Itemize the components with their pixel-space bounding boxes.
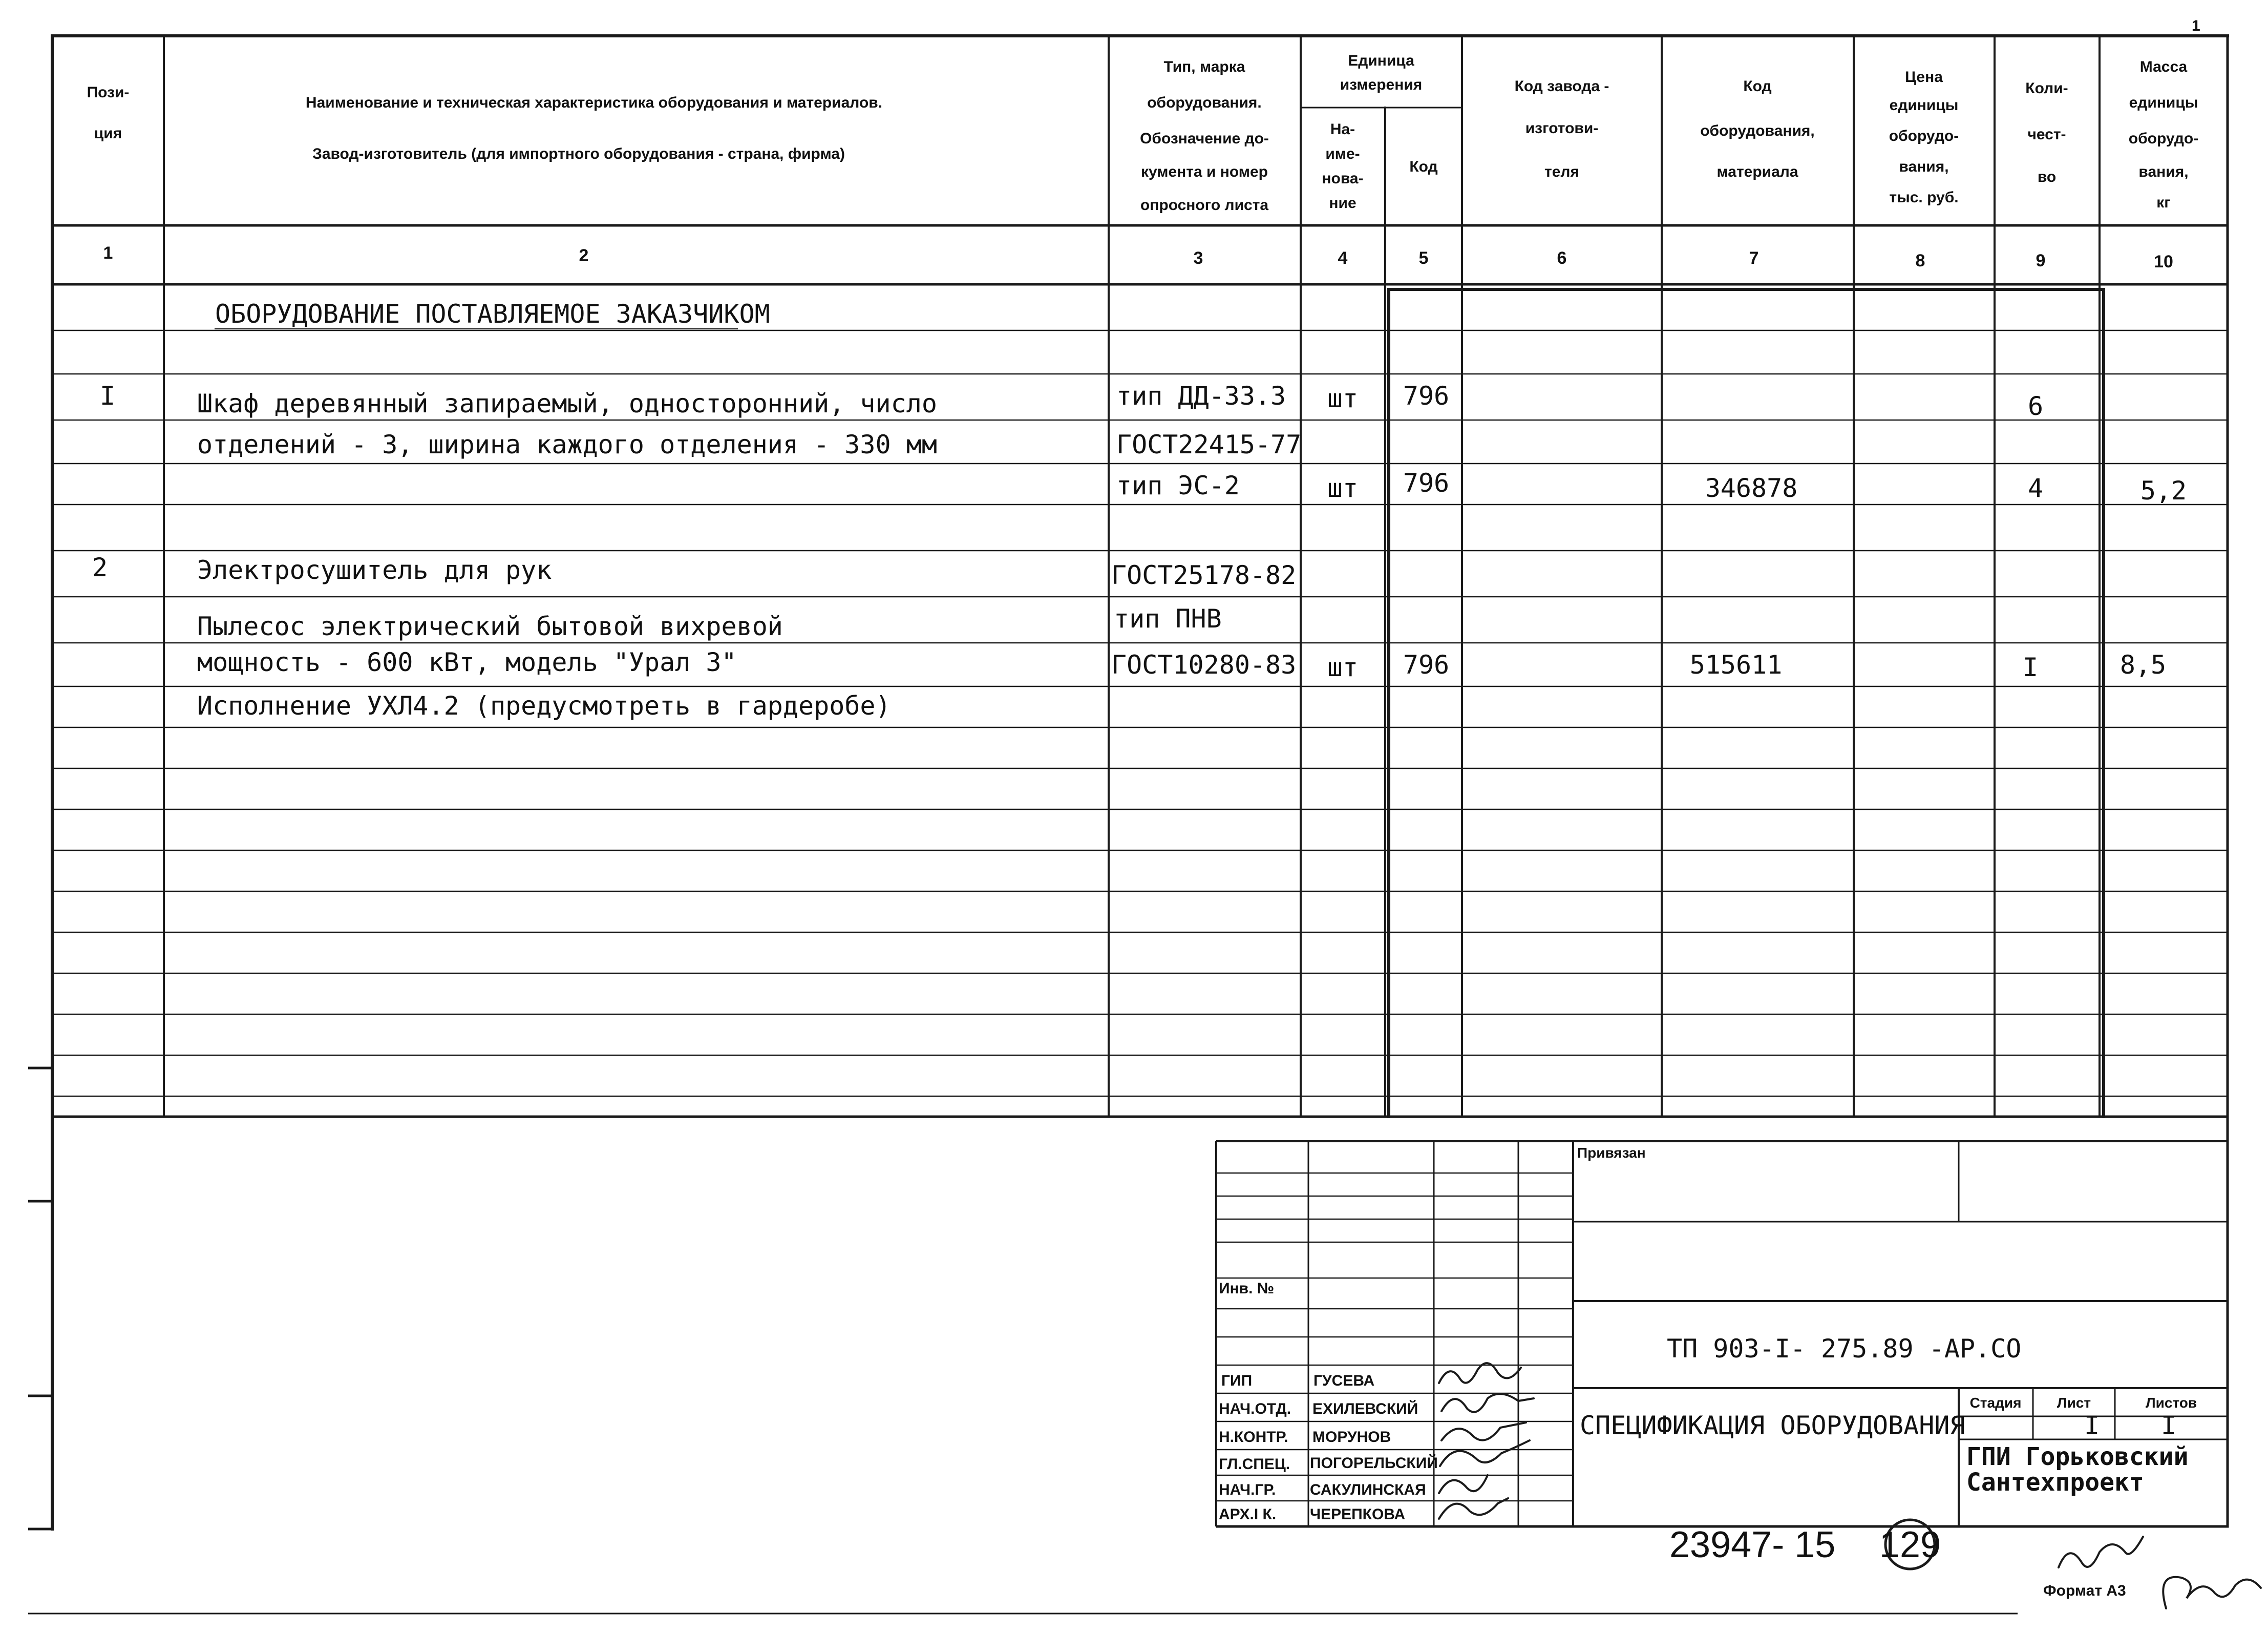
- inventory-number-label: Инв. №: [1219, 1280, 1275, 1297]
- row-mass: 8,5: [2119, 650, 2167, 680]
- header-mass-line1: Масса: [2139, 58, 2188, 75]
- format-label: Формат А3: [2043, 1582, 2126, 1599]
- header-unit-name-line2: име-: [1325, 145, 1360, 162]
- header-factory-line3: теля: [1544, 163, 1579, 180]
- sheet-label: Лист: [2057, 1395, 2091, 1411]
- row-unit: шт: [1327, 384, 1359, 413]
- corner-sheet-mark: 1: [2192, 17, 2200, 34]
- column-number: 7: [1749, 248, 1759, 268]
- person-name: ПОГОРЕЛЬСКИЙ: [1310, 1455, 1438, 1472]
- header-mass-line5: кг: [2156, 194, 2171, 211]
- header-price-line5: тыс. руб.: [1889, 189, 1959, 206]
- header-price-line2: единицы: [1889, 97, 1959, 114]
- row-qty: 6: [2027, 391, 2044, 421]
- row-name: Исполнение УХЛ4.2 (предусмотреть в гардеробе): [197, 691, 891, 721]
- header-price-line4: вания,: [1899, 158, 1949, 175]
- header-type-line2: оборудования.: [1147, 94, 1262, 111]
- person-name: ЧЕРЕПКОВА: [1310, 1506, 1406, 1523]
- role-label: НАЧ.ОТД.: [1219, 1400, 1291, 1417]
- row-type: ГОСТ25178-82: [1111, 560, 1297, 590]
- header-type-line4: кумента и номер: [1140, 163, 1268, 180]
- row-name: Шкаф деревянный запираемый, односторонний, число: [197, 389, 937, 418]
- role-label: НАЧ.ГР.: [1219, 1481, 1276, 1498]
- row-code: 515611: [1689, 650, 1783, 680]
- row-type: ГОСТ22415-77: [1116, 430, 1302, 459]
- column-number: 9: [2036, 251, 2046, 270]
- row-pos: I: [99, 381, 116, 411]
- person-name: САКУЛИНСКАЯ: [1310, 1481, 1426, 1498]
- header-unit-name-line3: нова-: [1322, 170, 1364, 187]
- sheets-count: I: [2160, 1411, 2177, 1440]
- header-code-line2: оборудования,: [1700, 122, 1815, 139]
- row-type: ГОСТ10280-83: [1111, 650, 1297, 680]
- row-qty: I: [2022, 653, 2039, 682]
- document-title: СПЕЦИФИКАЦИЯ ОБОРУДОВАНИЯ: [1580, 1411, 1965, 1440]
- table-row: [197, 430, 1301, 459]
- document-code: ТП 903-I- 275.89 -АР.СО: [1667, 1334, 2022, 1364]
- column-number: 5: [1418, 248, 1429, 268]
- person-name: ЕХИЛЕВСКИЙ: [1312, 1400, 1418, 1417]
- row-code: 346878: [1705, 473, 1798, 503]
- header-unit-line1: Единица: [1348, 52, 1414, 69]
- row-qty: 4: [2027, 473, 2044, 503]
- person-name: МОРУНОВ: [1312, 1429, 1391, 1446]
- header-type-line3: Обозначение до-: [1140, 130, 1269, 147]
- header-pos-line1: Пози-: [87, 84, 130, 101]
- row-unit-code: 796: [1403, 468, 1450, 498]
- column-number: 10: [2154, 252, 2173, 271]
- header-unit-name-line1: На-: [1330, 121, 1355, 138]
- header-unit-line2: измерения: [1340, 76, 1423, 93]
- header-mass-line3: оборудо-: [2128, 130, 2199, 147]
- organization-line2: Сантехпроект: [1966, 1468, 2144, 1497]
- header-name-line1: Наименование и техническая характеристика оборудования и материалов.: [305, 94, 883, 111]
- header-unit-code: Код: [1409, 158, 1438, 175]
- header-code-line1: Код: [1743, 78, 1772, 95]
- header-factory-line1: Код завода -: [1514, 78, 1609, 95]
- row-unit: шт: [1327, 653, 1359, 682]
- row-mass: 5,2: [2140, 476, 2187, 506]
- header-name-line2: Завод-изготовитель (для импортного оборудования - страна, фирма): [312, 145, 845, 162]
- header-code-line3: материала: [1716, 163, 1798, 180]
- row-type: тип ДД-33.3: [1116, 381, 1286, 411]
- table-row: [197, 691, 891, 721]
- column-number: 6: [1557, 248, 1567, 268]
- row-unit-code: 796: [1403, 381, 1450, 411]
- header-unit-name-line4: ние: [1329, 195, 1356, 212]
- circled-number: 129: [1879, 1524, 1941, 1565]
- header-qty-line1: Коли-: [2025, 80, 2068, 97]
- role-label: АРХ.I К.: [1219, 1506, 1277, 1523]
- header-qty-line3: во: [2037, 169, 2057, 185]
- column-number: 1: [103, 243, 113, 263]
- header-type-line5: опросного листа: [1140, 197, 1269, 214]
- row-type: тип ЭС-2: [1116, 471, 1240, 500]
- column-number: 8: [1915, 251, 1925, 270]
- header-type-line1: Тип, марка: [1163, 58, 1245, 75]
- row-name: мощность - 600 кВт, модель "Урал 3": [197, 647, 737, 677]
- person-name: ГУСЕВА: [1313, 1372, 1375, 1389]
- column-number: 3: [1193, 248, 1203, 268]
- header-price-line1: Цена: [1905, 69, 1943, 86]
- header-factory-line2: изготови-: [1525, 120, 1599, 137]
- row-name: отделений - 3, ширина каждого отделения - 330 мм: [197, 430, 937, 459]
- archive-number: 23947- 15: [1669, 1524, 1836, 1565]
- row-type: тип ПНВ: [1114, 604, 1222, 634]
- organization-line1: ГПИ Горьковский: [1966, 1442, 2189, 1471]
- role-label: ГИП: [1221, 1372, 1253, 1389]
- header-mass-line2: единицы: [2129, 94, 2198, 111]
- row-unit: шт: [1327, 473, 1359, 503]
- section-title: ОБОРУДОВАНИЕ ПОСТАВЛЯЕМОЕ ЗАКАЗЧИКОМ: [215, 299, 770, 329]
- column-number: 2: [579, 246, 589, 265]
- column-number: 4: [1338, 248, 1348, 268]
- header-mass-line4: вания,: [2138, 163, 2189, 180]
- privyazan-label: Привязан: [1577, 1145, 1646, 1161]
- stage-label: Стадия: [1969, 1395, 2022, 1411]
- row-name: Пылесос электрический бытовой вихревой: [197, 612, 783, 641]
- header-pos-line2: ция: [94, 125, 122, 142]
- circled-number-stamp: [1879, 1520, 1941, 1569]
- row-name: Электросушитель для рук: [197, 555, 552, 585]
- role-label: ГЛ.СПЕЦ.: [1219, 1456, 1290, 1473]
- sheets-label: Листов: [2145, 1395, 2197, 1411]
- header-price-line3: оборудо-: [1889, 128, 1959, 144]
- role-label: Н.КОНТР.: [1219, 1429, 1288, 1446]
- row-unit-code: 796: [1403, 650, 1450, 680]
- sheet-number: I: [2084, 1411, 2100, 1440]
- header-qty-line2: чест-: [2027, 126, 2066, 143]
- row-pos: 2: [92, 553, 108, 582]
